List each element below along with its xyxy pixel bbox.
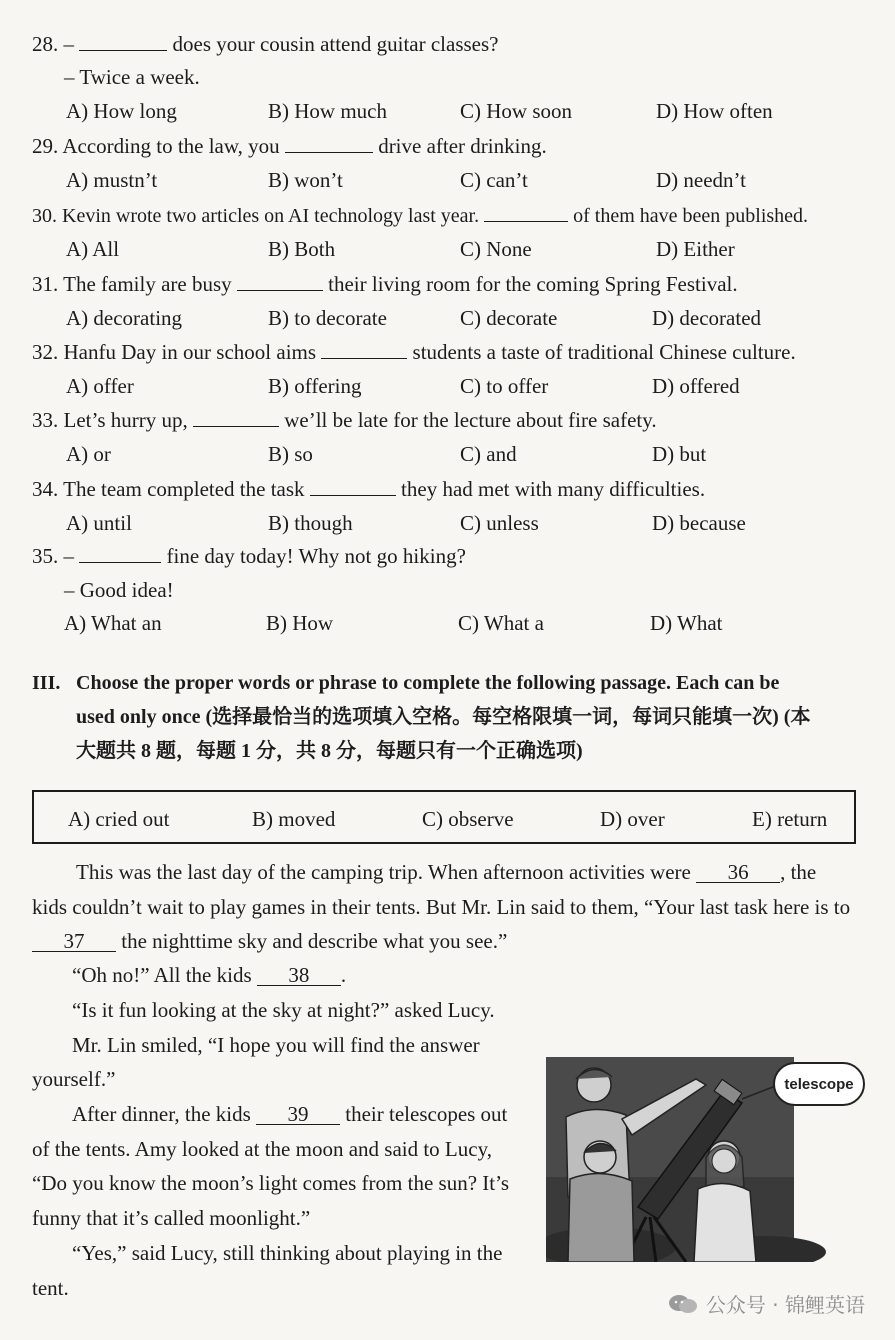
- telescope-illustration: [546, 1057, 866, 1262]
- blank-36: 36: [696, 858, 780, 883]
- question-32: 32. Hanfu Day in our school aims students a taste of traditional Chinese culture.: [32, 340, 796, 364]
- option-d: D) decorated: [652, 306, 762, 330]
- section-number: III.: [32, 672, 61, 694]
- word-option-c: C) observe: [422, 807, 514, 831]
- question-31: 31. The family are busy their living room for the coming Spring Festival.: [32, 272, 738, 296]
- answer-blank: [79, 542, 161, 563]
- option-c: C) to offer: [460, 374, 549, 398]
- watermark-text: 公众号 · 锦鲤英语: [705, 1293, 865, 1317]
- option-d: D) What: [650, 611, 723, 635]
- option-b: B) though: [268, 511, 353, 535]
- telescope-callout-label: telescope: [784, 1075, 854, 1093]
- option-b: B) so: [268, 442, 313, 466]
- blank-37: 37: [32, 927, 116, 952]
- option-c: C) and: [460, 442, 517, 466]
- option-a: A) How long: [66, 99, 177, 123]
- option-a: A) or: [66, 442, 111, 466]
- option-c: C) What a: [458, 611, 544, 635]
- question-number: 32.: [32, 340, 59, 364]
- option-a: A) offer: [66, 374, 134, 398]
- option-c: C) None: [460, 237, 532, 261]
- option-b: B) How: [266, 611, 334, 635]
- word-option-d: D) over: [600, 807, 665, 831]
- word-bank-box: [32, 790, 856, 844]
- passage-line: This was the last day of the camping trip. When afternoon activities were 36 , the: [76, 860, 817, 884]
- option-a: A) mustn’t: [66, 168, 158, 192]
- question-35-reply: – Good idea!: [64, 578, 174, 602]
- question-30: 30. Kevin wrote two articles on AI technology last year. of them have been published.: [32, 201, 808, 230]
- question-number: 35.: [32, 544, 59, 568]
- passage-line: of the tents. Amy looked at the moon and said to Lucy,: [32, 1137, 492, 1161]
- watermark: [668, 1289, 865, 1318]
- passage-line: 37 the nighttime sky and describe what you see.”: [32, 927, 507, 955]
- option-c: C) unless: [460, 511, 539, 535]
- word-option-a: A) cried out: [68, 807, 170, 831]
- question-number: 30.: [32, 205, 57, 227]
- option-d: D) but: [652, 442, 707, 466]
- option-d: D) Either: [656, 237, 735, 261]
- option-d: D) offered: [652, 374, 740, 398]
- option-d: D) How often: [656, 99, 773, 123]
- blank-38: 38: [257, 961, 341, 986]
- option-b: B) How much: [268, 99, 387, 123]
- blank-39: 39: [256, 1100, 340, 1125]
- question-28-reply: – Twice a week.: [64, 65, 200, 89]
- option-b: B) Both: [268, 237, 336, 261]
- passage-line: funny that it’s called moonlight.”: [32, 1206, 311, 1230]
- question-number: 31.: [32, 272, 59, 296]
- question-number: 29.: [32, 134, 59, 158]
- passage-line: “Do you know the moon’s light comes from the sun? It’s: [32, 1171, 510, 1195]
- question-28: 28. – does your cousin attend guitar classes?: [32, 32, 499, 56]
- passage-line: “Oh no!” All the kids 38 .: [72, 963, 347, 987]
- wechat-icon: [668, 1293, 698, 1315]
- option-c: C) decorate: [460, 306, 558, 330]
- question-number: 28.: [32, 32, 59, 56]
- option-c: C) can’t: [460, 168, 528, 192]
- option-c: C) How soon: [460, 99, 573, 123]
- passage-line: yourself.”: [32, 1067, 116, 1091]
- option-a: A) All: [66, 237, 120, 261]
- passage-line: tent.: [32, 1276, 69, 1300]
- passage-line: Mr. Lin smiled, “I hope you will find the answer: [72, 1033, 480, 1057]
- question-35: 35. – fine day today! Why not go hiking?: [32, 544, 466, 568]
- question-29: 29. According to the law, you drive after drinking.: [32, 134, 547, 158]
- option-b: B) offering: [268, 374, 362, 398]
- question-number: 33.: [32, 408, 59, 432]
- word-option-b: B) moved: [252, 807, 336, 831]
- answer-blank: [79, 30, 167, 51]
- word-option-e: E) return: [752, 807, 828, 831]
- answer-blank: [237, 270, 323, 291]
- passage-line: After dinner, the kids 39 their telescopes out: [72, 1102, 508, 1126]
- passage-line: “Yes,” said Lucy, still thinking about playing in the: [72, 1241, 503, 1265]
- question-34: 34. The team completed the task they had met with many difficulties.: [32, 477, 706, 501]
- passage-line: kids couldn’t wait to play games in their tents. But Mr. Lin said to them, “Your last task here is to: [32, 895, 851, 919]
- option-a: A) What an: [64, 611, 162, 635]
- option-a: A) until: [66, 511, 132, 535]
- option-d: D) because: [652, 511, 746, 535]
- option-a: A) decorating: [66, 306, 183, 330]
- passage-line: “Is it fun looking at the sky at night?” asked Lucy.: [72, 998, 495, 1022]
- answer-blank: [321, 338, 407, 359]
- answer-blank: [484, 201, 568, 222]
- option-b: B) won’t: [268, 168, 343, 192]
- option-d: D) needn’t: [656, 168, 746, 192]
- option-b: B) to decorate: [268, 306, 387, 330]
- answer-blank: [310, 475, 396, 496]
- question-number: 34.: [32, 477, 59, 501]
- question-33: 33. Let’s hurry up, we’ll be late for the lecture about fire safety.: [32, 408, 657, 432]
- answer-blank: [285, 132, 373, 153]
- section-3-heading: III. Choose the proper words or phrase to complete the following passage. Each can be used only once (选择最恰当的选项填入空格。每空格限填一词，每词只能填一次) (本 大题共 8 题，每题 1 分，共 8 分，每题只有一个正确选项): [32, 666, 862, 768]
- answer-blank: [193, 406, 279, 427]
